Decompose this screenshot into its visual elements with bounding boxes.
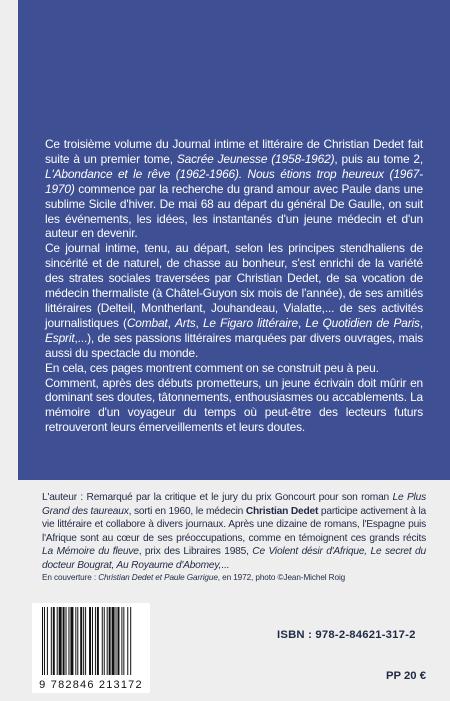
barcode-bar bbox=[89, 607, 91, 675]
barcode-bar bbox=[109, 607, 111, 675]
barcode-bar bbox=[121, 607, 122, 675]
synopsis-paragraph-3: En cela, ces pages montrent comment on se construit peu à peu. bbox=[45, 360, 379, 375]
synopsis-paragraph-1: Ce troisième volume du Journal intime et littéraire de Christian Dedet fait suite à un premier tome, Sacrée Jeunesse (1958-1962), puis au tome 2, L'Abondance et le rêve (1962-1966). Nous étions trop heureux (1967-1970) commence par la recherche du grand amour avec Paule dans une sublime Sicile d'hiver. De mai 68 au départ du général De Gaulle, on suit les événements, les idées, les instantanés d'un jeune médecin et d'un auteur en devenir. bbox=[45, 137, 423, 241]
barcode-bar bbox=[44, 607, 45, 675]
barcode-bar bbox=[117, 607, 119, 675]
barcode-bar bbox=[116, 607, 117, 675]
barcode-bar bbox=[83, 607, 84, 675]
cover-photo-credit: En couverture : Christian Dedet et Paule Garrigue, en 1972, photo ©Jean-Michel Roig bbox=[42, 573, 346, 582]
barcode-bar bbox=[85, 607, 86, 675]
barcode-digits: 9 782846 213172 bbox=[39, 679, 143, 691]
synopsis-text bbox=[45, 137, 423, 435]
barcode-bar bbox=[112, 607, 115, 675]
price: PP 20 € bbox=[386, 670, 426, 682]
barcode-bar bbox=[53, 607, 55, 675]
barcode-bar bbox=[42, 607, 43, 675]
author-bio: L'auteur : Remarqué par la critique et le jury du prix Goncourt pour son roman Le Plus Grand des taureaux, sorti en 1960, le médecin Christian Dedet participe activement à la vie littéraire et collabore à divers journaux. Après une dizaine de romans, l'Espagne puis l'Afrique sont au cœur de ses préoccupations, comme en témoignent ces grands récits La Mémoire du fleuve, prix des Libraires 1985, Ce Violent désir d'Afrique, Le secret du docteur Bougrat, Au Royaume d'Abomey,... bbox=[42, 492, 426, 571]
barcode-bar bbox=[77, 607, 78, 675]
barcode-bar bbox=[51, 607, 52, 675]
barcode-bar bbox=[68, 607, 69, 675]
isbn: ISBN : 978-2-84621-317-2 bbox=[277, 629, 416, 641]
barcode-bar bbox=[57, 607, 58, 675]
barcode-bar bbox=[92, 607, 93, 675]
synopsis-paragraph-4: Comment, après des débuts prometteurs, un jeune écrivain doit mûrir en dominant ses doutes, tâtonnements, enthousiasmes ou accablements. La mémoire d'un voyageur du temps où peut-être des lecteurs futurs retrouveront leurs émerveillements et leurs doutes. bbox=[45, 375, 423, 435]
barcode-bar bbox=[70, 607, 73, 675]
barcode-bars bbox=[42, 607, 140, 677]
barcode-bar bbox=[123, 607, 124, 675]
barcode-bar bbox=[104, 607, 105, 675]
barcode-bar bbox=[75, 607, 76, 675]
barcode-bar bbox=[80, 607, 82, 675]
barcode-bar bbox=[95, 607, 96, 675]
barcode-bar bbox=[107, 607, 108, 675]
barcode-bar bbox=[66, 607, 67, 675]
synopsis-paragraph-2: Ce journal intime, tenu, au départ, selon les principes stendhaliens de sincérité et de naturel, de chasse au bonheur, s'est enrichi de la variété des strates sociales traversées par Christian Dedet, de sa vocation de médecin thermaliste (à Châtel-Guyon six mois de l'année), de ses amitiés littéraires (Delteil, Montherlant, Jouhandeau, Vialatte,... de ses activités journalistiques (Combat, Arts, Le Figaro littéraire, Le Quotidien de Paris, Esprit,...), de ses passions littéraires marquées par divers ouvrages, mais aussi du spectacle du monde. bbox=[45, 241, 423, 360]
barcode-bar bbox=[97, 607, 99, 675]
barcode-bar bbox=[63, 607, 65, 675]
barcode-bar bbox=[127, 607, 128, 675]
barcode-bar bbox=[102, 607, 103, 675]
barcode-bar bbox=[130, 607, 131, 675]
barcode bbox=[32, 603, 150, 693]
barcode-bar bbox=[47, 607, 48, 675]
barcode-bar bbox=[59, 607, 62, 675]
